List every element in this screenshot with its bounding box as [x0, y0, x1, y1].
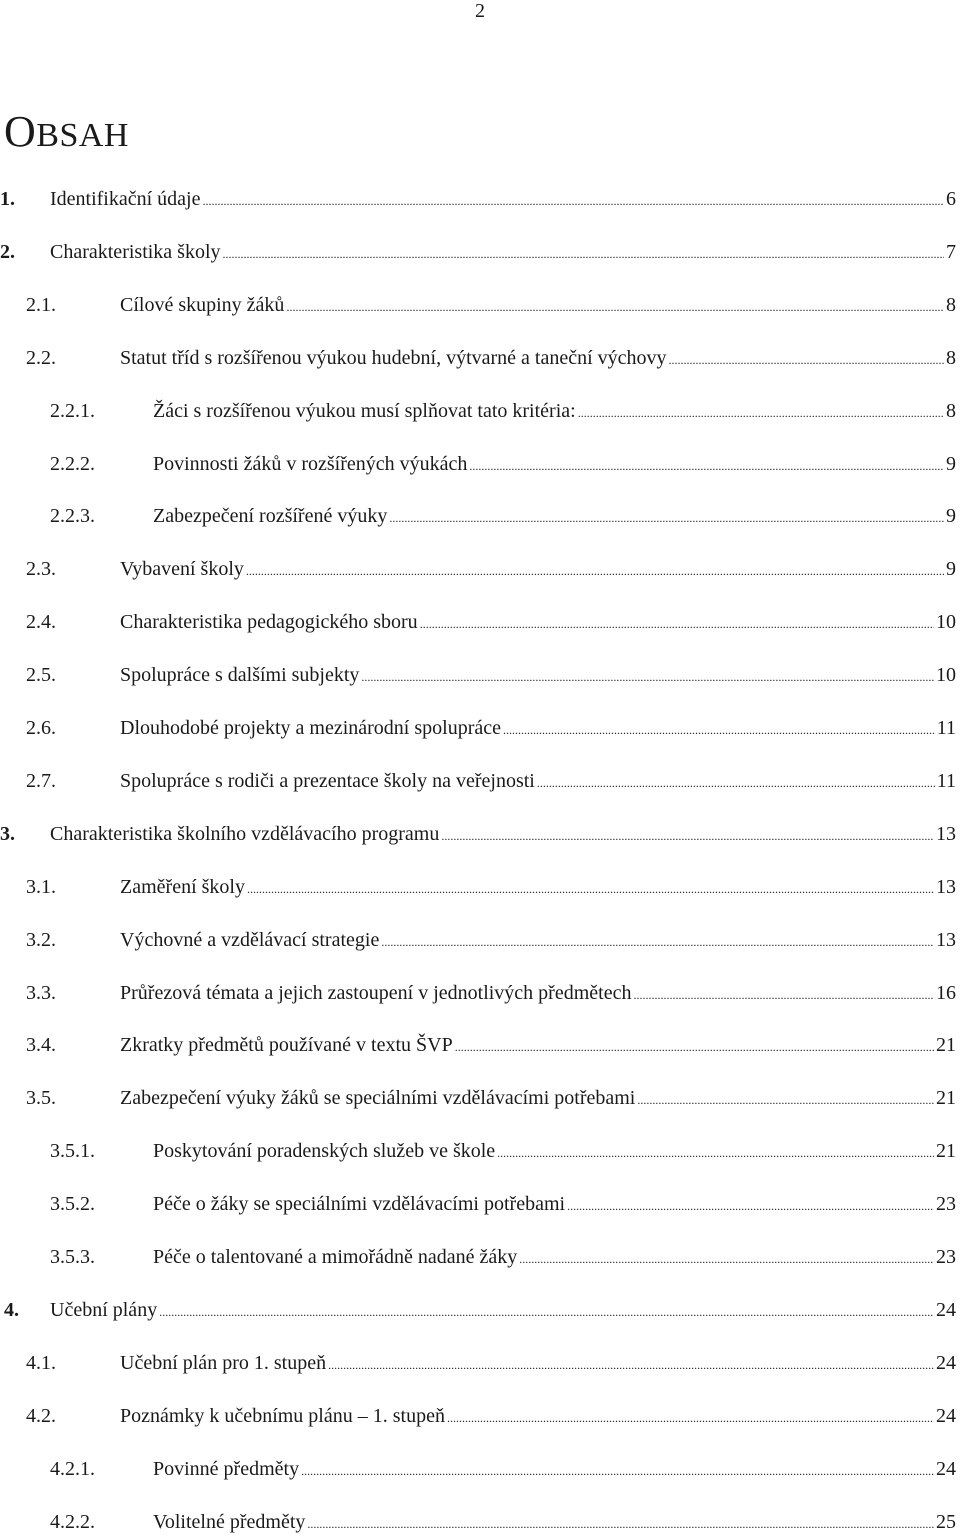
toc-entry-number: 3.2. [26, 928, 56, 951]
toc-entry[interactable] [0, 607, 960, 637]
toc-entry-page: 13 [936, 928, 956, 951]
toc-entry-number: 3.5.3. [50, 1246, 95, 1268]
dot-leader [203, 186, 945, 216]
toc-entry-line [50, 237, 956, 269]
toc-entry-line [120, 1083, 956, 1115]
dot-leader [389, 503, 944, 533]
toc-entry-line [120, 872, 956, 904]
dot-leader [519, 1244, 934, 1274]
toc-entry-page: 8 [946, 399, 956, 422]
toc-entry[interactable] [0, 1083, 960, 1113]
toc-entry-number: 2. [0, 240, 15, 263]
toc-entry-title: Charakteristika školy [50, 240, 221, 263]
dot-leader [567, 1191, 934, 1221]
toc-entry-title: Identifikační údaje [50, 188, 201, 210]
toc-entry-line [50, 819, 956, 851]
dot-leader [441, 821, 934, 851]
toc-entry-title: Povinnosti žáků v rozšířených výukách [153, 452, 468, 475]
toc-entry-title: Zkratky předmětů používané v textu ŠVP [120, 1034, 453, 1057]
toc-entry-line [120, 660, 956, 692]
toc-entry-number: 2.2.1. [50, 399, 95, 422]
toc-entry-page: 10 [936, 611, 956, 634]
toc-entry-page: 21 [936, 1034, 956, 1057]
toc-entry-line [120, 713, 956, 745]
toc-entry[interactable] [0, 1242, 960, 1272]
toc-entry-line [120, 290, 956, 322]
toc-entry-title: Dlouhodobé projekty a mezinárodní spolupráce [120, 717, 501, 739]
toc-entry-page: 23 [936, 1193, 956, 1216]
toc-entry[interactable] [0, 1401, 960, 1431]
toc-entry-page: 8 [946, 346, 956, 369]
dot-leader [381, 927, 934, 957]
toc-entry[interactable] [0, 1136, 960, 1166]
toc-entry-line [120, 766, 956, 798]
dot-leader [447, 1403, 934, 1433]
toc-entry-number: 3.5.1. [50, 1140, 95, 1163]
toc-entry[interactable] [0, 978, 960, 1008]
dot-leader [637, 1085, 934, 1115]
toc-entry[interactable] [0, 501, 960, 531]
toc-entry-line [120, 925, 956, 957]
dot-leader [633, 980, 934, 1010]
toc-entry[interactable] [0, 660, 960, 690]
toc-title [4, 104, 129, 164]
toc-entry-title: Statut tříd s rozšířenou výukou hudební, výtvarné a taneční výchovy [120, 346, 667, 369]
toc-entry-page: 9 [946, 558, 956, 581]
toc-entry-title: Volitelné předměty [153, 1510, 306, 1533]
toc-entry-title: Péče o žáky se speciálními vzdělávacími potřebami [153, 1193, 566, 1216]
toc-entry[interactable] [0, 237, 960, 267]
toc-entry-title: Poskytování poradenských služeb ve škole [153, 1140, 496, 1163]
toc-entry-number: 3.4. [26, 1034, 56, 1057]
toc-entry-line [120, 978, 956, 1010]
toc-entry[interactable] [0, 184, 960, 214]
toc-entry-line [153, 396, 956, 428]
toc-entry-title: Zabezpečení výuky žáků se speciálními vzdělávacími potřebami [120, 1087, 636, 1110]
toc-entry-line [153, 1507, 956, 1539]
toc-entry-line [153, 1242, 956, 1274]
toc-entry-number: 4.2.2. [50, 1510, 95, 1533]
toc-entry[interactable] [0, 1348, 960, 1378]
dot-leader [361, 662, 934, 692]
toc-entry-page: 21 [936, 1087, 956, 1110]
toc-entry-line [50, 1295, 956, 1327]
toc-entry-title: Žáci s rozšířenou výukou musí splňovat tato kritéria: [153, 399, 576, 422]
dot-leader [301, 1456, 934, 1486]
toc-entry-title: Spolupráce s dalšími subjekty [120, 664, 360, 687]
toc-entry-line [120, 1401, 956, 1433]
dot-leader [578, 398, 944, 428]
toc-entry-page: 23 [936, 1246, 956, 1268]
toc-entry-title: Učební plán pro 1. stupeň [120, 1351, 327, 1374]
dot-leader [420, 609, 934, 639]
toc-entry-page: 16 [936, 981, 956, 1004]
toc-entry[interactable] [0, 1507, 960, 1537]
toc-entry[interactable] [0, 449, 960, 479]
dot-leader [455, 1032, 934, 1062]
toc-entry-number: 2.1. [26, 293, 56, 316]
toc-entry-line [153, 1136, 956, 1168]
toc-entry[interactable] [0, 343, 960, 373]
toc-entry-page: 24 [936, 1351, 956, 1374]
toc-entry-title: Vybavení školy [120, 558, 244, 581]
toc-entry-number: 4.2. [26, 1404, 56, 1427]
toc-entry-number: 4. [4, 1298, 19, 1321]
toc-entry[interactable] [0, 1030, 960, 1060]
toc-entry-title: Zaměření školy [120, 875, 245, 898]
toc-entry-number: 2.2.2. [50, 452, 95, 475]
toc-entry-line [120, 1030, 956, 1062]
toc-entry-number: 2.5. [26, 664, 56, 687]
toc-entry[interactable] [0, 713, 960, 743]
toc-entry[interactable] [0, 766, 960, 796]
toc-entry-page: 7 [946, 240, 956, 263]
toc-entry-line [153, 501, 956, 533]
toc-entry-line [153, 1189, 956, 1221]
toc-entry-page: 25 [936, 1510, 956, 1533]
dot-leader [537, 768, 935, 798]
toc-entry-title: Péče o talentované a mimořádně nadané žáky [153, 1246, 518, 1268]
toc-entry[interactable] [0, 925, 960, 955]
toc-entry-line [153, 1454, 956, 1486]
toc-entry-number: 3.5.2. [50, 1193, 95, 1216]
toc-entry-number: 4.2.1. [50, 1457, 95, 1480]
toc-entry-page: 24 [936, 1404, 956, 1427]
toc-entry[interactable] [0, 872, 960, 902]
toc-entry-number: 2.6. [26, 717, 56, 739]
toc-entry-title: Cílové skupiny žáků [120, 293, 285, 316]
toc-entry-number: 2.2.3. [50, 505, 95, 528]
toc-title-rest: BSAH [36, 117, 129, 154]
toc-entry-number: 1. [0, 188, 15, 210]
dot-leader [159, 1297, 934, 1327]
dot-leader [246, 556, 944, 586]
toc-entry-number: 2.3. [26, 558, 56, 581]
toc-entry-page: 13 [936, 875, 956, 898]
dot-leader [307, 1509, 934, 1539]
toc-entry-line [50, 184, 956, 216]
toc-entry-page: 9 [946, 505, 956, 528]
dot-leader [497, 1138, 934, 1168]
toc-entry-title: Zabezpečení rozšířené výuky [153, 505, 388, 528]
toc-entry-number: 3.5. [26, 1087, 56, 1110]
toc-entry-number: 3.1. [26, 875, 56, 898]
toc-entry[interactable] [0, 1295, 960, 1325]
page-number: 2 [475, 0, 485, 22]
toc-entry-title: Poznámky k učebnímu plánu – 1. stupeň [120, 1404, 445, 1427]
toc-entry[interactable] [0, 396, 960, 426]
dot-leader [503, 715, 935, 745]
toc-entry-title: Učební plány [50, 1298, 158, 1321]
dot-leader [669, 345, 944, 375]
toc-entry-page: 8 [946, 293, 956, 316]
toc-entry-number: 4.1. [26, 1351, 56, 1374]
toc-entry[interactable] [0, 554, 960, 584]
dot-leader [223, 239, 944, 269]
toc-entry-page: 11 [936, 769, 956, 792]
toc-entry[interactable] [0, 1189, 960, 1219]
toc-entry-line [120, 554, 956, 586]
dot-leader [328, 1350, 934, 1380]
toc-entry-page: 21 [936, 1140, 956, 1163]
dot-leader [469, 451, 944, 481]
toc-entry-page: 10 [936, 664, 956, 687]
toc-entry-title: Spolupráce s rodiči a prezentace školy na veřejnosti [120, 769, 535, 792]
toc-entry-line [153, 449, 956, 481]
toc-entry-number: 3.3. [26, 981, 56, 1004]
toc-entry-title: Výchovné a vzdělávací strategie [120, 928, 380, 951]
toc-entry[interactable] [0, 290, 960, 320]
toc-entry[interactable] [0, 819, 960, 849]
toc-entry-page: 9 [946, 452, 956, 475]
toc-entry-page: 24 [936, 1298, 956, 1321]
toc-entry-number: 2.7. [26, 769, 56, 792]
toc-entry-line [120, 1348, 956, 1380]
toc-entry-title: Průřezová témata a jejich zastoupení v jednotlivých předmětech [120, 981, 632, 1004]
toc-entry-line [120, 343, 956, 375]
toc-entry-page: 6 [946, 188, 956, 210]
toc-title-initial: O [4, 107, 37, 156]
toc-entry-page: 13 [936, 822, 956, 845]
toc-entry-page: 11 [936, 717, 956, 739]
toc-entry[interactable] [0, 1454, 960, 1484]
toc-entry-number: 2.4. [26, 611, 56, 634]
toc-entry-number: 3. [0, 822, 15, 845]
dot-leader [286, 292, 944, 322]
toc-entry-title: Povinné předměty [153, 1457, 300, 1480]
toc-entry-title: Charakteristika pedagogického sboru [120, 611, 418, 634]
toc-entry-number: 2.2. [26, 346, 56, 369]
toc-entry-page: 24 [936, 1457, 956, 1480]
dot-leader [247, 874, 934, 904]
toc-entry-title: Charakteristika školního vzdělávacího programu [50, 822, 440, 845]
toc-entry-line [120, 607, 956, 639]
